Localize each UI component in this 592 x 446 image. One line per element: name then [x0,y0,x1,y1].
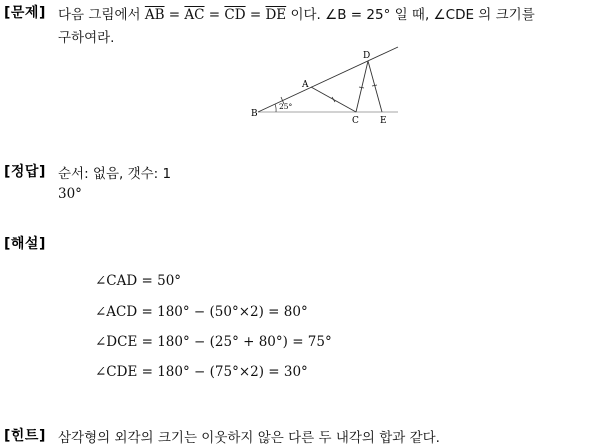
line-cd [356,61,368,112]
equals-3: = [245,7,266,23]
geometry-figure [248,45,408,131]
label-d: D [363,51,371,61]
explanation-step-4: ∠CDE = 180° − (75°×2) = 30° [95,364,308,380]
segment-ac: $\overline{AC}$ [184,7,205,23]
answer-value: 30° [58,186,82,202]
angle-b-arc [275,104,276,112]
answer-meta: 순서: 없음, 갯수: 1 [58,166,172,182]
segment-de: $\overline{DE}$ [265,7,287,23]
tick-cd [359,87,364,88]
label-angle-b: 25° [279,102,293,111]
explanation-tag: [해설] [4,236,46,252]
problem-tag: [문제] [4,5,46,21]
label-a: A [302,80,309,90]
problem-lead: 다음 그림에서 [58,7,145,23]
label-b: B [251,109,258,119]
label-e: E [380,116,387,126]
hint-tag: [힌트] [4,428,46,444]
triangle-diagram [248,45,408,127]
equals-1: = [164,7,185,23]
tick-ac [332,97,335,102]
segment-ab: $\overline{AB}$ [144,7,165,23]
problem-statement-line2: 구하여라. [58,30,115,46]
problem-condition: 이다. ∠B = 25° 일 때, ∠CDE 의 크기를 [286,7,535,23]
segment-cd: $\overline{CD}$ [224,7,246,23]
answer-tag: [정답] [4,164,46,180]
hint-text: 삼각형의 외각의 크기는 이웃하지 않은 다른 두 내각의 합과 같다. [58,430,440,446]
explanation-step-2: ∠ACD = 180° − (50°×2) = 80° [95,304,308,320]
problem-statement-line1 [58,3,535,23]
explanation-step-3: ∠DCE = 180° − (25° + 80°) = 75° [95,334,332,350]
explanation-step-1: ∠CAD = 50° [95,273,182,289]
equals-2: = [204,7,225,23]
label-c: C [352,116,359,126]
line-de [368,61,382,112]
tick-de [372,85,377,86]
